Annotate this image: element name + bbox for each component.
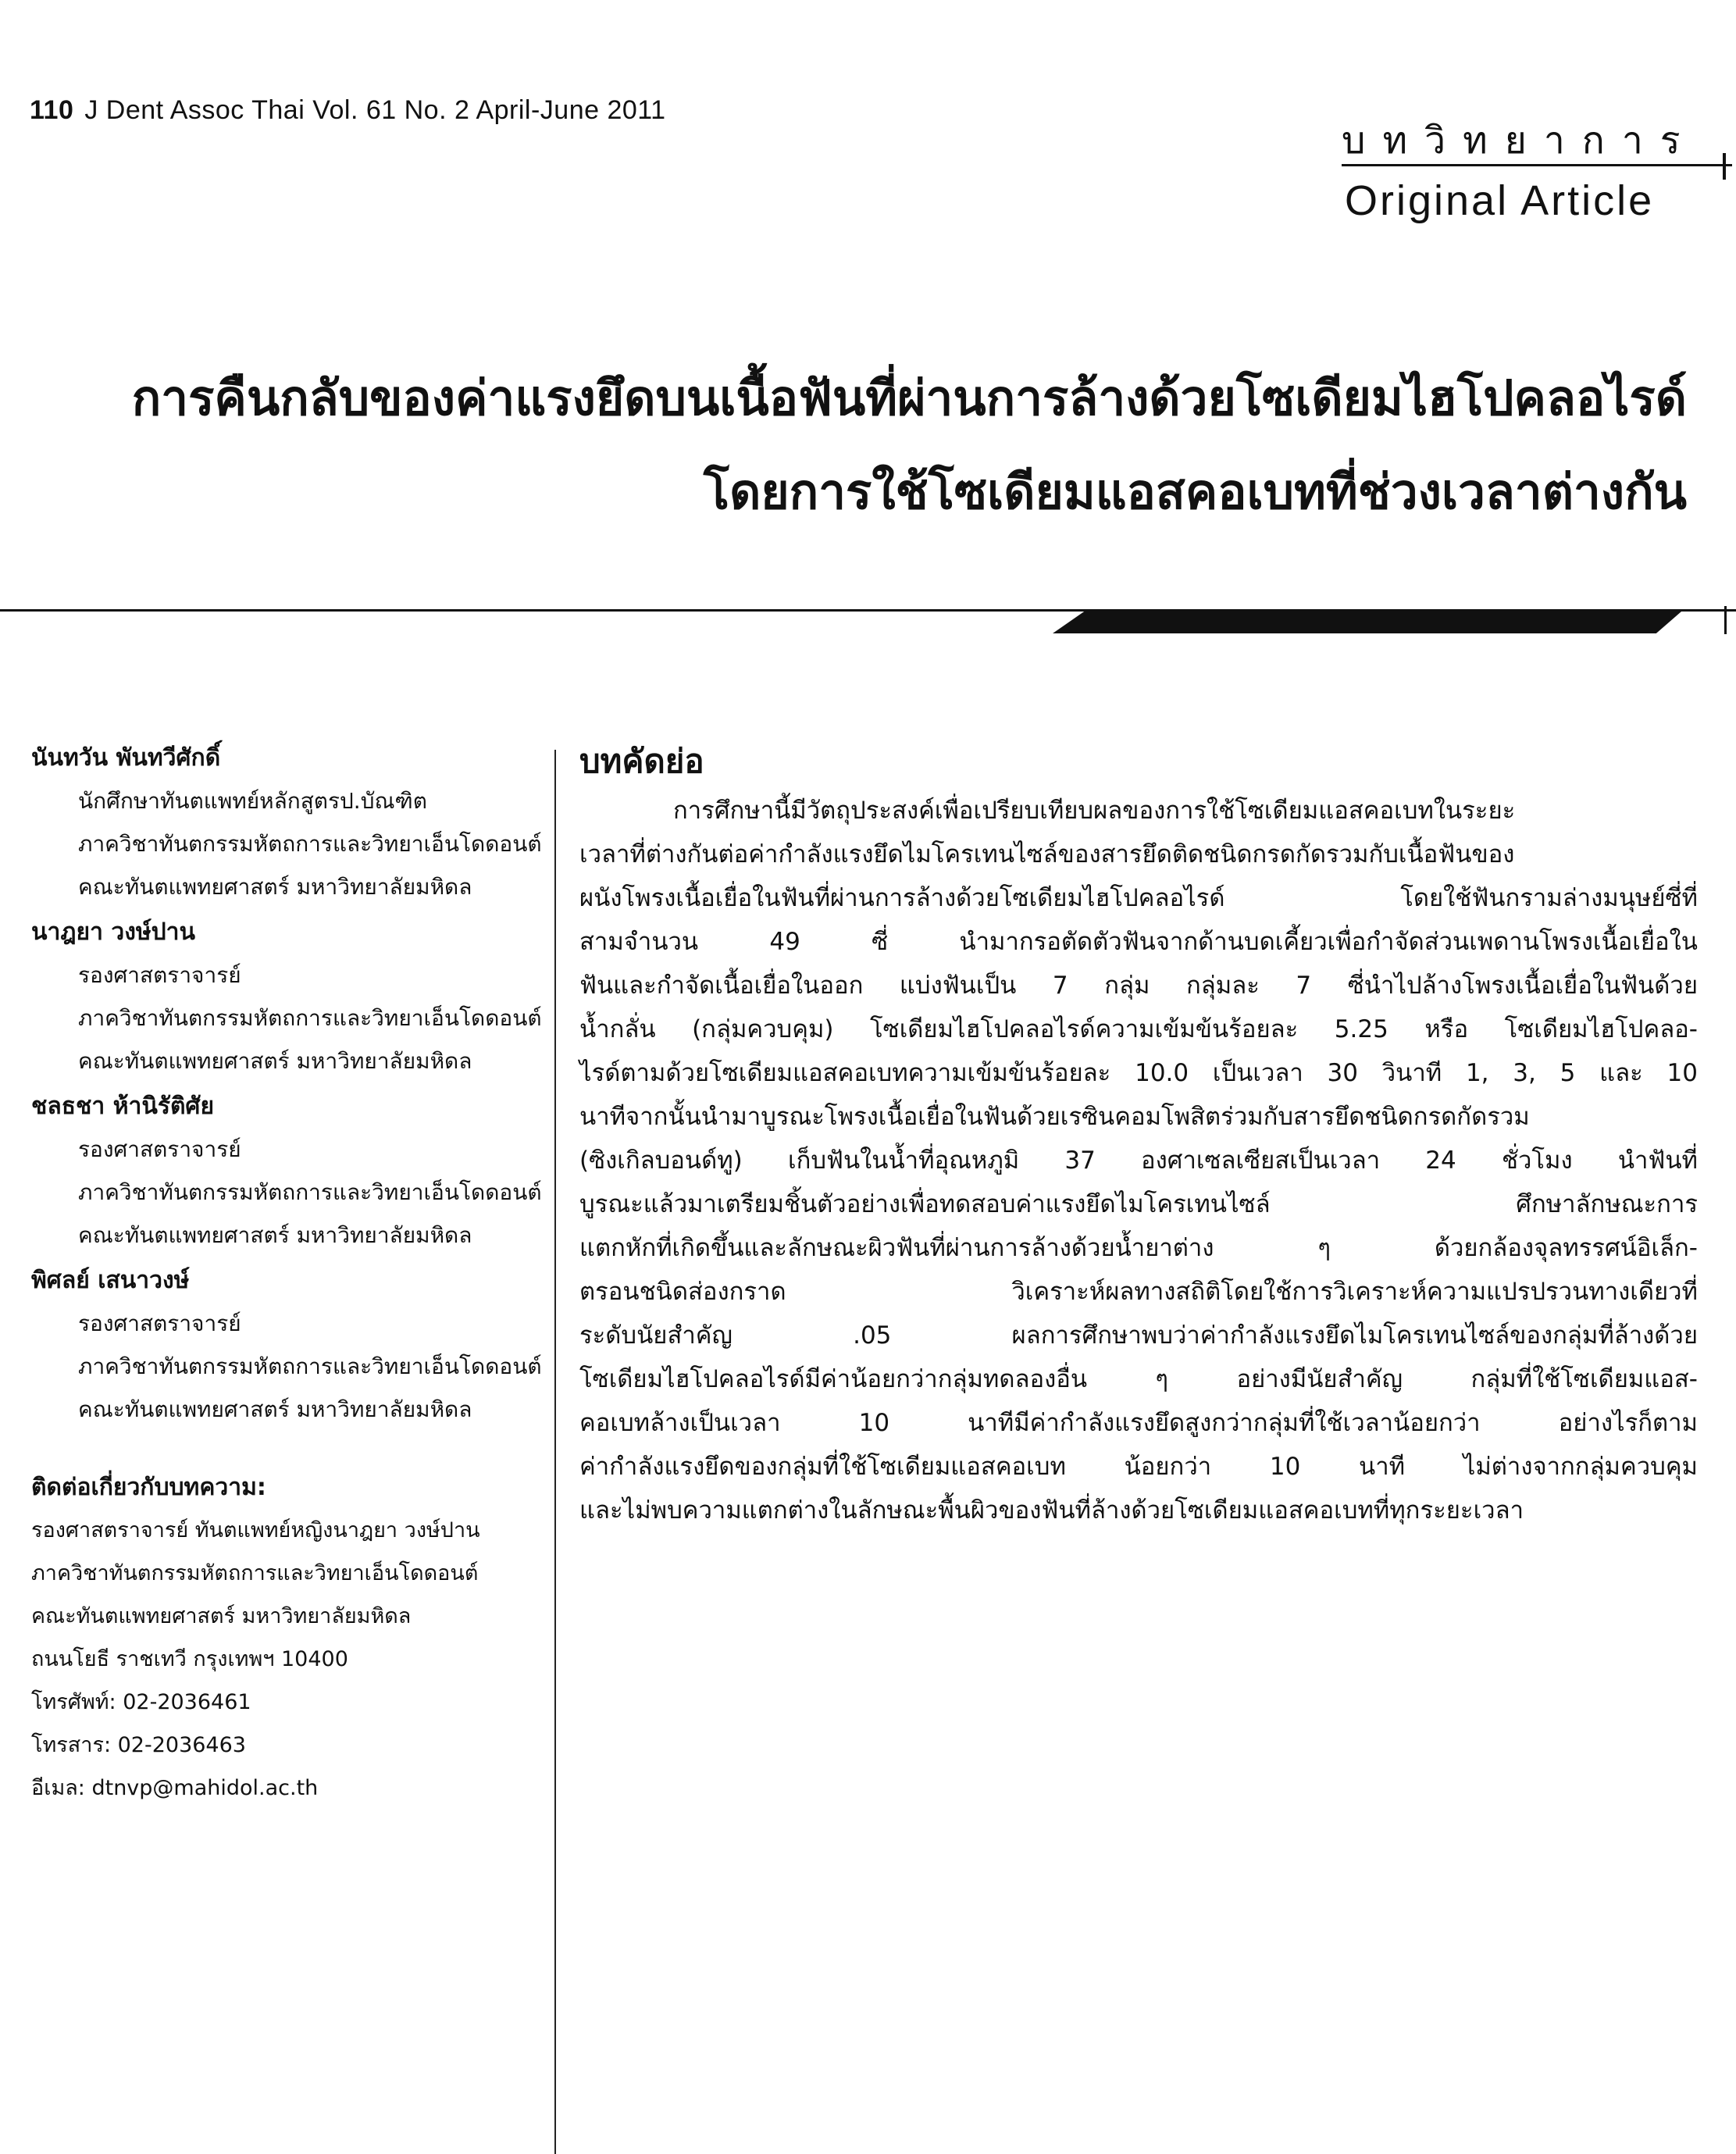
abstract-line: ตรอนชนิดส่องกราด วิเคราะห์ผลทางสถิติโดยใช้การวิเคราะห์ความแปรปรวนทางเดียวที่	[579, 1278, 1698, 1306]
correspondence-address: ถนนโยธี ราชเทวี กรุงเทพฯ 10400	[31, 1647, 348, 1671]
title-line-2: โดยการใช้โซเดียมแอสคอเบทที่ช่วงเวลาต่างกัน	[703, 463, 1687, 520]
author-affiliation-line: นักศึกษาทันตแพทย์หลักสูตรป.บัณฑิต	[78, 788, 427, 814]
abstract-line: ฟันและกำจัดเนื้อเยื่อในออก แบ่งฟันเป็น 7 กลุ่ม กลุ่มละ 7 ซี่นำไปล้างโพรงเนื้อเยื่อในฟันด้วย	[579, 972, 1698, 1000]
correspondence-email: อีเมล: dtnvp@mahidol.ac.th	[31, 1776, 319, 1800]
author-affiliation-line: รองศาสตราจารย์	[78, 962, 241, 988]
author-name: นันทวัน พันทวีศักดิ์	[31, 744, 221, 772]
author-affiliation-line: ภาควิชาทันตกรรมหัตถการและวิทยาเอ็นโดดอนต์	[78, 1353, 542, 1379]
abstract-line: ค่ากำลังแรงยึดของกลุ่มที่ใช้โซเดียมแอสคอเบท น้อยกว่า 10 นาที ไม่ต่างจากกลุ่มควบคุม	[579, 1453, 1698, 1481]
abstract-line: ระดับนัยสำคัญ .05 ผลการศึกษาพบว่าค่ากำลังแรงยึดไมโครเทนไซล์ของกลุ่มที่ล้างด้วย	[579, 1321, 1698, 1350]
page-number: 110	[30, 95, 74, 125]
correspondence-block	[31, 1467, 547, 1810]
title-rule	[0, 609, 1736, 612]
author-block	[31, 737, 547, 908]
author-affiliation-line: คณะทันตแพทยศาสตร์ มหาวิทยาลัยมหิดล	[78, 1222, 472, 1248]
author-name: นาฎยา วงษ์ปาน	[31, 918, 196, 946]
running-header	[30, 95, 666, 126]
author-affiliation-line: ภาควิชาทันตกรรมหัตถการและวิทยาเอ็นโดดอนต์	[78, 831, 542, 857]
title-line-1: การคืนกลับของค่าแรงยึดบนเนื้อฟันที่ผ่านการล้างด้วยโซเดียมไฮโปคลอไรด์	[131, 369, 1687, 426]
abstract-line: เวลาที่ต่างกันต่อค่ากำลังแรงยึดไมโครเทนไซล์ของสารยึดติดชนิดกรดกัดรวมกับเนื้อฟันของ	[579, 840, 1515, 868]
author-name: พิศลย์ เสนาวงษ์	[31, 1267, 190, 1294]
abstract-line: คอเบทล้างเป็นเวลา 10 นาทีมีค่ากำลังแรงยึดสูงกว่ากลุ่มที่ใช้เวลาน้อยกว่า อย่างไรก็ตาม	[579, 1409, 1698, 1437]
author-affiliation-line: รองศาสตราจารย์	[78, 1136, 241, 1162]
author-affiliation-line: ภาควิชาทันตกรรมหัตถการและวิทยาเอ็นโดดอนต์	[78, 1005, 542, 1031]
abstract-line: ไรด์ตามด้วยโซเดียมแอสคอเบทความเข้มข้นร้อยละ 10.0 เป็นเวลา 30 วินาที 1, 3, 5 และ 10	[579, 1059, 1698, 1087]
journal-citation: J Dent Assoc Thai Vol. 61 No. 2 April-June 2011	[84, 95, 666, 125]
abstract-line: น้ำกลั่น (กลุ่มควบคุม) โซเดียมไฮโปคลอไรด์ความเข้มข้นร้อยละ 5.25 หรือ โซเดียมไฮโปคลอ-	[579, 1015, 1698, 1043]
abstract-line: สามจำนวน 49 ซี่ นำมากรอตัดตัวฟันจากด้านบดเคี้ยวเพื่อกำจัดส่วนเพดานโพรงเนื้อเยื่อใน	[579, 928, 1698, 956]
abstract-line: และไม่พบความแตกต่างในลักษณะพื้นผิวของฟันที่ล้างด้วยโซเดียมแอสคอเบทที่ทุกระยะเวลา	[579, 1496, 1524, 1525]
author-affiliation-line: รองศาสตราจารย์	[78, 1311, 241, 1336]
abstract-line: นาทีจากนั้นนำมาบูรณะโพรงเนื้อเยื่อในฟันด้วยเรซินคอมโพสิตร่วมกับสารยึดชนิดกรดกัดรวม	[579, 1103, 1530, 1131]
abstract-heading: บทคัดย่อ	[579, 742, 704, 780]
correspondence-fax: โทรสาร: 02-2036463	[31, 1733, 246, 1757]
article-title	[31, 351, 1687, 539]
abstract-line: ผนังโพรงเนื้อเยื่อในฟันที่ผ่านการล้างด้วยโซเดียมไฮโปคลอไรด์ โดยใช้ฟันกรามล่างมนุษย์ซี่ที่	[579, 884, 1698, 912]
author-block	[31, 911, 547, 1082]
correspondence-phone: โทรศัพท์: 02-2036461	[31, 1690, 251, 1714]
author-list	[31, 737, 547, 1434]
section-rule-tick	[1723, 153, 1726, 180]
abstract-line: โซเดียมไฮโปคลอไรด์มีค่าน้อยกว่ากลุ่มทดลองอื่น ๆ อย่างมีนัยสำคัญ กลุ่มที่ใช้โซเดียมแอส-	[579, 1365, 1698, 1393]
abstract-line: การศึกษานี้มีวัตถุประสงค์เพื่อเปรียบเทียบผลของการใช้โซเดียมแอสคอเบทในระยะ	[673, 797, 1516, 825]
section-label-english: Original Article	[1345, 177, 1655, 224]
author-name: ชลธชา ห้านิรัติศัย	[31, 1093, 215, 1120]
author-affiliation-line: คณะทันตแพทยศาสตร์ มหาวิทยาลัยมหิดล	[78, 874, 472, 900]
section-label-thai: บทวิทยาการ	[1342, 119, 1698, 162]
correspondence-faculty: คณะทันตแพทยศาสตร์ มหาวิทยาลัยมหิดล	[31, 1604, 412, 1628]
correspondence-department: ภาควิชาทันตกรรมหัตถการและวิทยาเอ็นโดดอนต์	[31, 1561, 479, 1585]
author-affiliation-line: ภาควิชาทันตกรรมหัตถการและวิทยาเอ็นโดดอนต์	[78, 1179, 542, 1205]
abstract-line: บูรณะแล้วมาเตรียมชิ้นตัวอย่างเพื่อทดสอบค่าแรงยึดไมโครเทนไซล์ ศึกษาลักษณะการ	[579, 1190, 1698, 1218]
correspondence-heading: ติดต่อเกี่ยวกับบทความ:	[31, 1474, 266, 1501]
abstract-line: แตกหักที่เกิดขึ้นและลักษณะผิวฟันที่ผ่านการล้างด้วยน้ำยาต่าง ๆ ด้วยกล้องจุลทรรศน์อิเล็ก-	[579, 1234, 1698, 1262]
author-affiliation-line: คณะทันตแพทยศาสตร์ มหาวิทยาลัยมหิดล	[78, 1048, 472, 1074]
author-block	[31, 1260, 547, 1431]
abstract-line: (ซิงเกิลบอนด์ทู) เก็บฟันในน้ำที่อุณหภูมิ 37 องศาเซลเซียสเป็นเวลา 24 ชั่วโมง นำฟันที่	[579, 1147, 1698, 1175]
author-affiliation-line: คณะทันตแพทยศาสตร์ มหาวิทยาลัยมหิดล	[78, 1396, 472, 1422]
abstract	[579, 734, 1698, 1532]
section-rule	[1342, 164, 1732, 166]
title-decorative-bar	[1053, 612, 1681, 633]
column-divider	[554, 750, 556, 2154]
correspondence-name: รองศาสตราจารย์ ทันตแพทย์หญิงนาฎยา วงษ์ปาน	[31, 1518, 480, 1542]
title-rule-tick	[1724, 606, 1727, 634]
author-block	[31, 1086, 547, 1257]
